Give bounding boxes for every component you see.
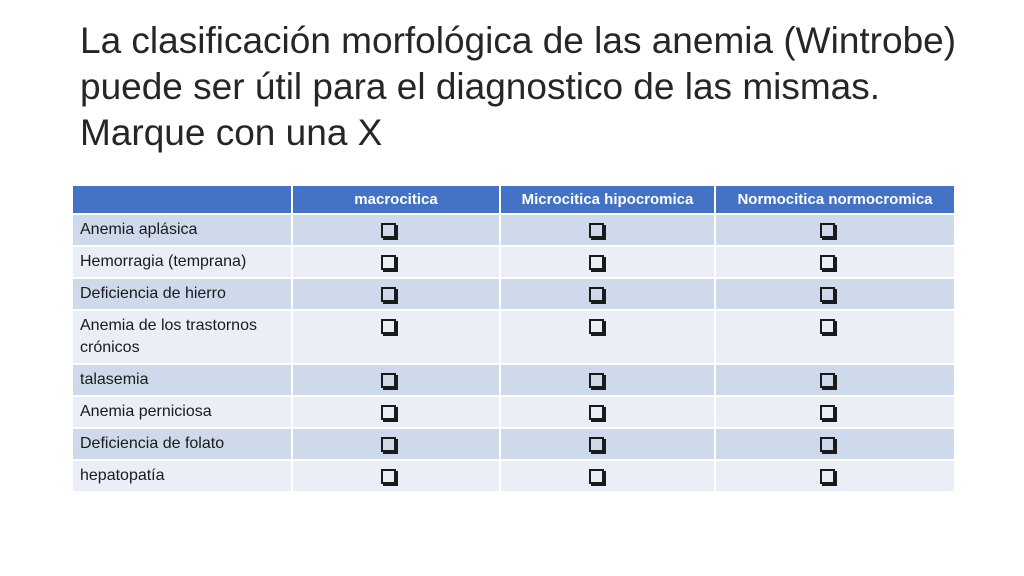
header-microcitica-hipocromica: Microcitica hipocromica bbox=[500, 185, 715, 214]
checkbox-icon[interactable] bbox=[820, 373, 835, 388]
header-normocitica-normocromica: Normocitica normocromica bbox=[715, 185, 955, 214]
checkbox-icon[interactable] bbox=[381, 469, 396, 484]
row-label: Anemia aplásica bbox=[72, 214, 292, 246]
checkbox-cell[interactable] bbox=[715, 396, 955, 428]
header-empty bbox=[72, 185, 292, 214]
checkbox-cell[interactable] bbox=[500, 278, 715, 310]
checkbox-icon[interactable] bbox=[820, 287, 835, 302]
checkbox-icon[interactable] bbox=[820, 405, 835, 420]
checkbox-icon[interactable] bbox=[589, 373, 604, 388]
slide-title: La clasificación morfológica de las anemia (Wintrobe) puede ser útil para el diagnostico de las mismas. Marque con una X bbox=[80, 20, 957, 153]
table-row bbox=[72, 428, 955, 460]
checkbox-icon[interactable] bbox=[589, 287, 604, 302]
checkbox-icon[interactable] bbox=[381, 255, 396, 270]
row-label: Hemorragia (temprana) bbox=[72, 246, 292, 278]
checkbox-cell[interactable] bbox=[715, 278, 955, 310]
checkbox-cell[interactable] bbox=[500, 246, 715, 278]
table-row bbox=[72, 396, 955, 428]
table-row bbox=[72, 278, 955, 310]
checkbox-icon[interactable] bbox=[381, 405, 396, 420]
checkbox-icon[interactable] bbox=[589, 469, 604, 484]
checkbox-icon[interactable] bbox=[381, 373, 396, 388]
checkbox-cell[interactable] bbox=[715, 428, 955, 460]
checkbox-cell[interactable] bbox=[500, 214, 715, 246]
checkbox-icon[interactable] bbox=[381, 319, 396, 334]
checkbox-cell[interactable] bbox=[292, 396, 500, 428]
checkbox-icon[interactable] bbox=[820, 319, 835, 334]
checkbox-icon[interactable] bbox=[381, 223, 396, 238]
checkbox-cell[interactable] bbox=[292, 278, 500, 310]
checkbox-icon[interactable] bbox=[589, 405, 604, 420]
checkbox-icon[interactable] bbox=[589, 223, 604, 238]
table-row bbox=[72, 214, 955, 246]
checkbox-cell[interactable] bbox=[292, 246, 500, 278]
classification-table bbox=[71, 184, 956, 493]
checkbox-icon[interactable] bbox=[589, 255, 604, 270]
checkbox-icon[interactable] bbox=[381, 437, 396, 452]
checkbox-icon[interactable] bbox=[381, 287, 396, 302]
checkbox-cell[interactable] bbox=[715, 214, 955, 246]
checkbox-cell[interactable] bbox=[292, 310, 500, 364]
checkbox-cell[interactable] bbox=[715, 310, 955, 364]
checkbox-icon[interactable] bbox=[820, 255, 835, 270]
row-label: hepatopatía bbox=[72, 460, 292, 492]
table-row bbox=[72, 246, 955, 278]
table-row bbox=[72, 310, 955, 364]
table-row bbox=[72, 364, 955, 396]
table-header-row bbox=[72, 185, 955, 214]
row-label: Anemia de los trastornos crónicos bbox=[72, 310, 292, 364]
checkbox-cell[interactable] bbox=[500, 428, 715, 460]
checkbox-icon[interactable] bbox=[820, 223, 835, 238]
checkbox-icon[interactable] bbox=[820, 437, 835, 452]
checkbox-cell[interactable] bbox=[292, 460, 500, 492]
checkbox-icon[interactable] bbox=[820, 469, 835, 484]
checkbox-cell[interactable] bbox=[500, 310, 715, 364]
checkbox-cell[interactable] bbox=[500, 364, 715, 396]
checkbox-cell[interactable] bbox=[715, 246, 955, 278]
table-row bbox=[72, 460, 955, 492]
header-macrocitica: macrocitica bbox=[292, 185, 500, 214]
checkbox-cell[interactable] bbox=[500, 396, 715, 428]
checkbox-cell[interactable] bbox=[715, 460, 955, 492]
checkbox-icon[interactable] bbox=[589, 319, 604, 334]
checkbox-cell[interactable] bbox=[292, 364, 500, 396]
row-label: Deficiencia de hierro bbox=[72, 278, 292, 310]
row-label: talasemia bbox=[72, 364, 292, 396]
checkbox-cell[interactable] bbox=[292, 428, 500, 460]
checkbox-icon[interactable] bbox=[589, 437, 604, 452]
row-label: Anemia perniciosa bbox=[72, 396, 292, 428]
checkbox-cell[interactable] bbox=[715, 364, 955, 396]
row-label: Deficiencia de folato bbox=[72, 428, 292, 460]
checkbox-cell[interactable] bbox=[292, 214, 500, 246]
checkbox-cell[interactable] bbox=[500, 460, 715, 492]
